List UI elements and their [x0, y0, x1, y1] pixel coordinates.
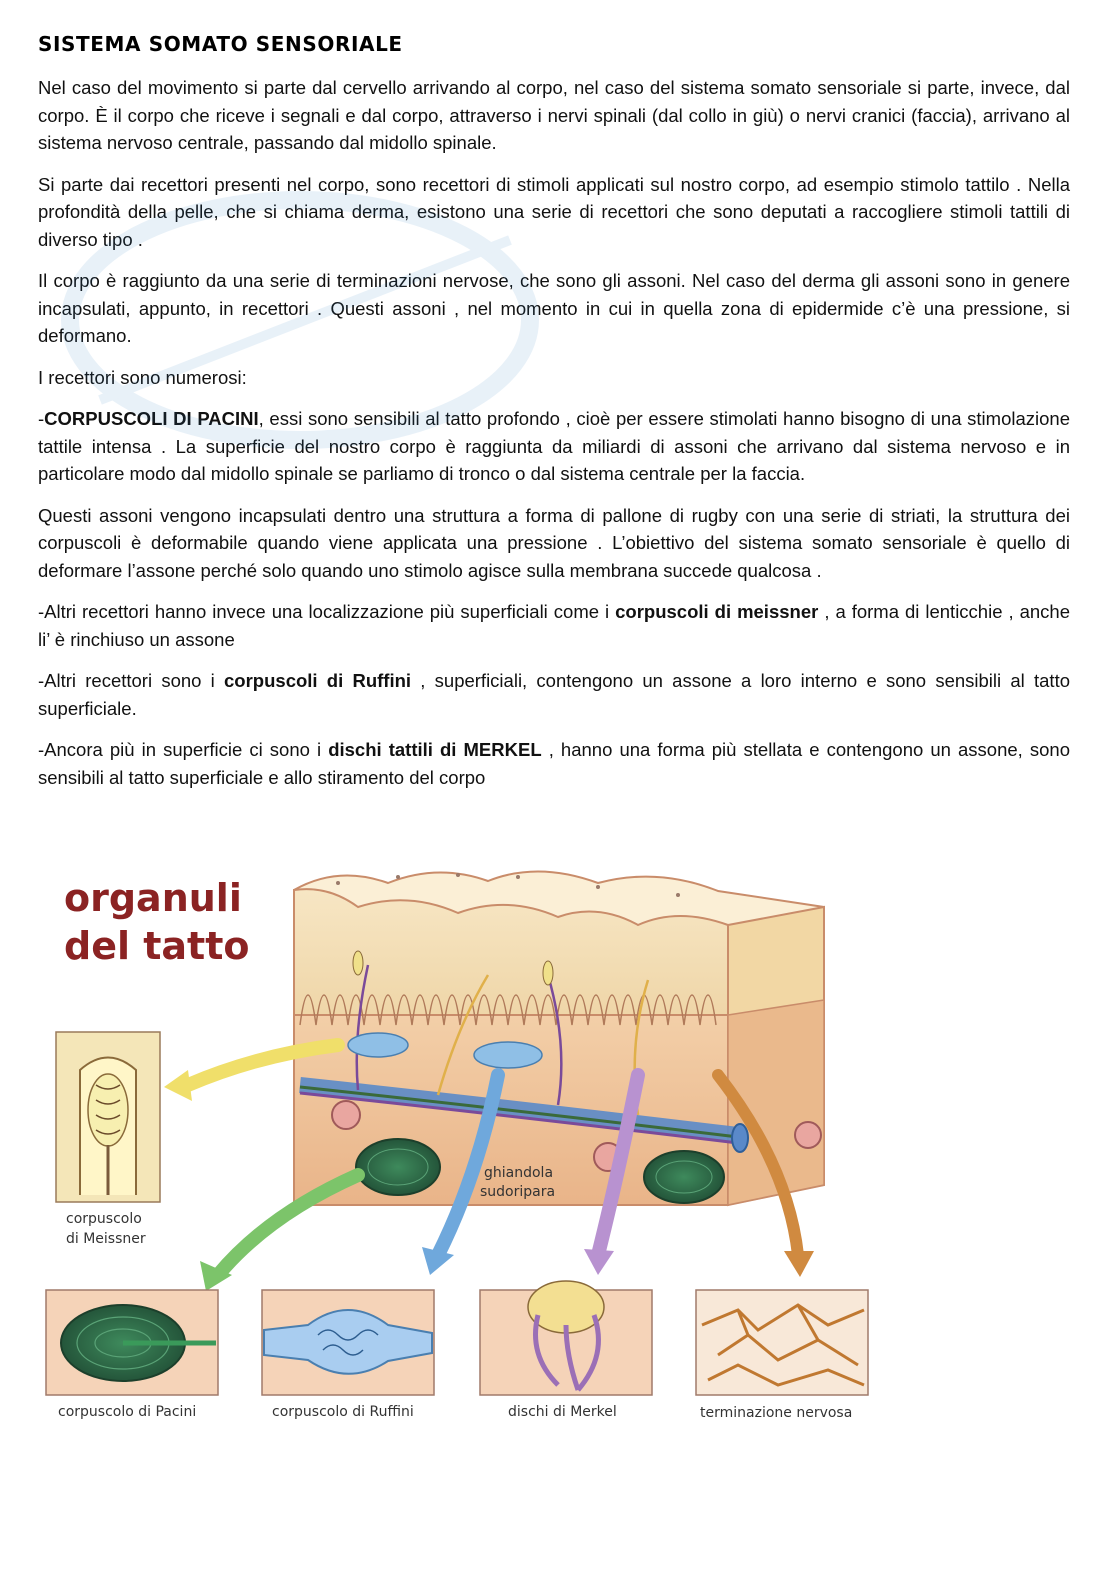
panel-label-merkel: dischi di Merkel: [508, 1404, 617, 1420]
paragraph: Nel caso del movimento si parte dal cervello arrivando al corpo, nel caso del sistema somato sensoriale si parte, invece, dal corpo. È il corpo che riceve i segnali e dal corpo, attraverso i nervi spinali (dal collo in giù) o nervi cranici (faccia), arrivano al sistema nervoso centrale, passando dal midollo spinale.: [38, 77, 1070, 153]
panel-ruffini: [262, 1290, 434, 1420]
paragraph-meissner: [38, 598, 1070, 653]
paragraph-text: , superficiali, contengono un assone a loro interno e sono sensibili al tatto superficiale.: [38, 670, 1070, 719]
meissner-label-line1: corpuscolo: [66, 1211, 142, 1227]
paragraph: Il corpo è raggiunto da una serie di terminazioni nervose, che sono gli assoni. Nel caso del derma gli assoni sono in genere incapsulati, appunto, in recettori . Questi assoni , nel momento in cui in quella zona di epidermide c’è una pressione, si deformano.: [38, 270, 1070, 346]
bullet-prefix: -: [38, 408, 45, 429]
paragraph-text: , hanno una forma più stellata e contengono un assone, sono sensibili al tatto superficiale e allo stiramento del corpo: [38, 739, 1071, 788]
term-pacini: CORPUSCOLI DI PACINI: [44, 408, 259, 429]
panel-label-nerve: terminazione nervosa: [700, 1405, 853, 1421]
figure-title-line1: organuli: [64, 876, 242, 920]
paragraph-text: , essi sono sensibili al tatto profondo , cioè per essere stimolati hanno bisogno di una stimolazione tattile intensa . La superficie del nostro corpo è raggiunta da miliardi di assoni che arrivano dal sistema nervoso e in particolare modo dal midollo spinale se parliamo di tronco o dal sistema centrale per la faccia.: [38, 408, 1070, 484]
touch-organs-illustration: [38, 855, 876, 1438]
panel-nerve-ending: [696, 1290, 868, 1421]
paragraph-ruffini: [38, 667, 1070, 722]
gland-label-line2: sudoripara: [480, 1184, 556, 1200]
figure-title-line2: del tatto: [64, 924, 250, 968]
paragraph-pacini: [38, 405, 1070, 488]
term-merkel: dischi tattili di MERKEL: [328, 739, 542, 760]
meissner-label-line2: di Meissner: [66, 1231, 146, 1247]
gland-label-line1: ghiandola: [484, 1165, 554, 1181]
panel-merkel: [480, 1281, 652, 1420]
panel-label-pacini: corpuscolo di Pacini: [58, 1404, 197, 1420]
paragraph-prefix: -Ancora più in superficie ci sono i: [38, 739, 329, 760]
paragraph-prefix: -Altri recettori hanno invece una localizzazione più superficiali come i: [38, 601, 616, 622]
panel-pacini: [46, 1290, 218, 1420]
paragraph: Si parte dai recettori presenti nel corpo, sono recettori di stimoli applicati sul nostro corpo, ad esempio stimolo tattilo . Nella profondità della pelle, che si chiama derma, esistono una serie di recettori che sono deputati a raccogliere stimoli tattili di diverso tipo .: [38, 173, 1070, 250]
paragraph-text: , a forma di lenticchie , anche li’ è rinchiuso un assone: [38, 601, 1071, 650]
meissner-detail: [56, 1032, 160, 1247]
panel-label-ruffini: corpuscolo di Ruffini: [272, 1404, 414, 1420]
term-ruffini: corpuscoli di Ruffini: [224, 670, 412, 691]
paragraph-merkel: [38, 736, 1070, 791]
paragraph: I recettori sono numerosi:: [38, 366, 247, 388]
paragraph-prefix: -Altri recettori sono i: [38, 670, 225, 691]
body-text: [38, 74, 1070, 805]
paragraph: Questi assoni vengono incapsulati dentro una struttura a forma di pallone di rugby con una serie di striati, la struttura dei corpuscoli è deformabile quando viene applicata una pressione . L’obiettivo del sistema somato sensoriale è quello di deformare l’assone perché solo quando uno stimolo agisce sulla membrana succede qualcosa .: [38, 504, 1070, 581]
term-meissner: corpuscoli di meissner: [615, 601, 819, 622]
document-title: SISTEMA SOMATO SENSORIALE: [38, 32, 403, 56]
skin-block: [294, 871, 824, 1205]
